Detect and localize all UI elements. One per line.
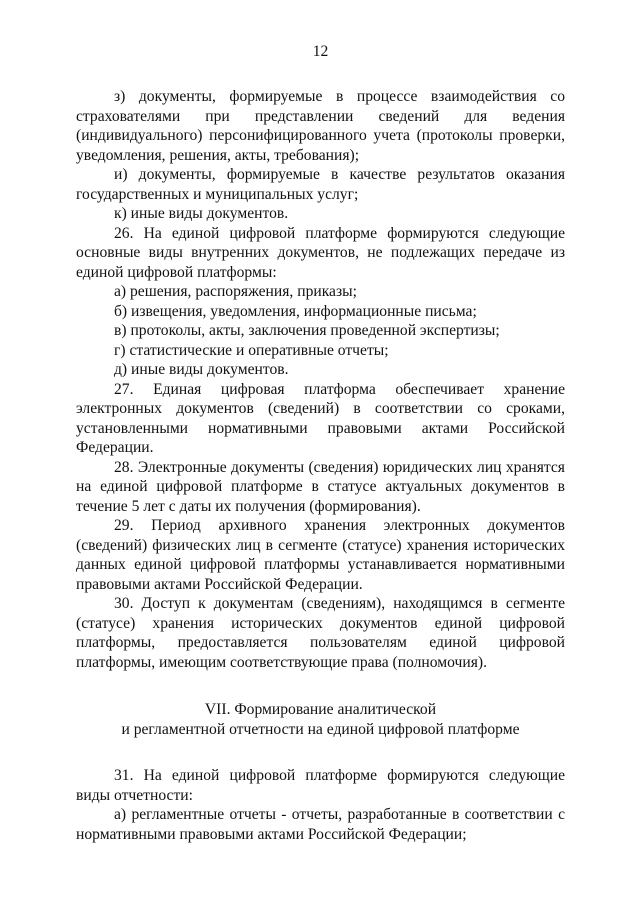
page-number: 12 [312,43,329,60]
paragraph-26-d: д) иные виды документов. [114,361,289,378]
paragraph-29: 29. Период архивного хранения электронных документов (сведений) физических лиц в сегменте (статусе) хранения исторических данных единой цифровой платформы устанавливается нормативными правовыми актами Российской Федерации. [76,517,565,593]
paragraph-26-a: а) решения, распоряжения, приказы; [114,283,357,300]
paragraph-k-other-documents: к) иные виды документов. [114,205,289,222]
paragraph-26-b: б) извещения, уведомления, информационные письма; [114,302,477,320]
section-heading-line-2: и регламентной отчетности на единой цифровой платформе [121,720,520,738]
paragraph-27: 27. Единая цифровая платформа обеспечивает хранение электронных документов (сведений) в соответствии со сроками, установленными нормативными правовыми актами Российской Федерации. [76,380,565,456]
paragraph-31-a: а) регламентные отчеты - отчеты, разработанные в соответствии с нормативными правовыми актами Российской Федерации; [76,806,565,843]
paragraph-28: 28. Электронные документы (сведения) юридических лиц хранятся на единой цифровой платформе в статусе актуальных документов в течение 5 лет с даты их получения (формирования). [76,458,565,515]
paragraph-26-v: в) протоколы, акты, заключения проведенной экспертизы; [114,322,500,339]
paragraph-z-documents: з) документы, формируемые в процессе взаимодействия со страхователями при представлении сведений для ведения (индивидуального) персонифицированного учета (протоколы проверки, уведомления, решения, акты, требования); [76,88,565,164]
document-page [76,42,565,844]
paragraph-i-documents: и) документы, формируемые в качестве результатов оказания государственных и муниципальных услуг; [76,166,565,203]
section-heading-vii [76,700,565,739]
section-heading-line-1: VII. Формирование аналитической [204,701,437,718]
paragraph-26: 26. На единой цифровой платформе формируются следующие основные виды внутренних документов, не подлежащих передаче из единой цифровой платформы: [76,224,565,281]
paragraph-26-g: г) статистические и оперативные отчеты; [114,341,389,359]
paragraph-31: 31. На единой цифровой платформе формируются следующие виды отчетности: [76,767,565,804]
paragraph-30: 30. Доступ к документам (сведениям), находящимся в сегменте (статусе) хранения исторических документов единой цифровой платформы, предоставляется пользователям единой цифровой платформы, имеющим соответствующие права (полномочия). [76,595,565,671]
